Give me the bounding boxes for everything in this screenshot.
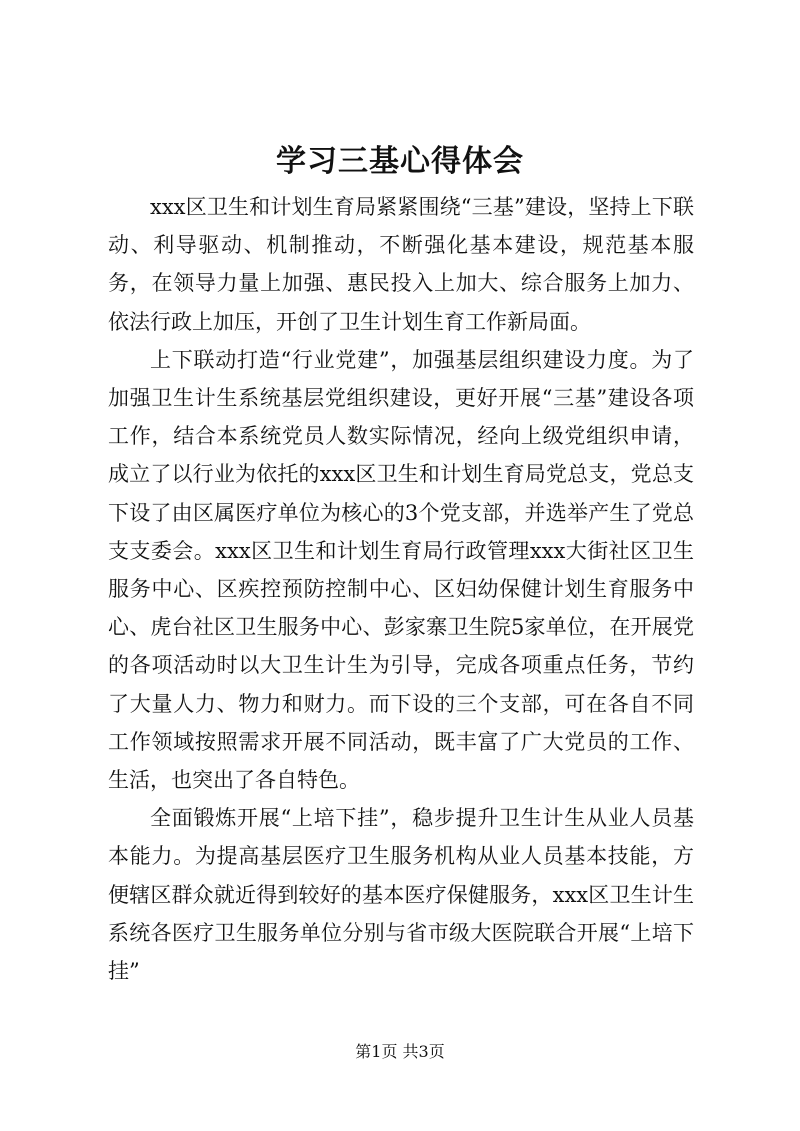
document-title: 学习三基心得体会 bbox=[276, 144, 524, 179]
paragraph: 上下联动打造“行业党建”，加强基层组织建设力度。为了加强卫生计生系统基层党组织建设，更好开展“三基”建设各项工作，结合本系统党员人数实际情况，经向上级党组织申请，成立了以行业为依托的xxx区卫生和计划生育局党总支，党总支下设了由区属医疗单位为核心的3个党支部，并选举产生了党总支支委会。xxx区卫生和计划生育局行政管理xxx大街社区卫生服务中心、区疾控预防控制中心、区妇幼保健计划生育服务中心、虎台社区卫生服务中心、彭家寨卫生院5家单位，在开展党的各项活动时以大卫生计生为引导，完成各项重点任务，节约了大量人力、物力和财力。而下设的三个支部，可在各自不同工作领域按照需求开展不同活动，既丰富了广大党员的工作、生活，也突出了各自特色。 bbox=[108, 347, 694, 793]
paragraph: xxx区卫生和计划生育局紧紧围绕“三基”建设，坚持上下联动、利导驱动、机制推动，不断强化基本建设，规范基本服务，在领导力量上加强、惠民投入上加大、综合服务上加力、依法行政上加压，开创了卫生计划生育工作新局面。 bbox=[108, 195, 694, 334]
document-body bbox=[108, 188, 694, 990]
paragraph: 全面锻炼开展“上培下挂”，稳步提升卫生计生从业人员基本能力。为提高基层医疗卫生服务机构从业人员基本技能，方便辖区群众就近得到较好的基本医疗保健服务，xxx区卫生计生系统各医疗卫生服务单位分别与省市级大医院联合开展“上培下挂” bbox=[108, 806, 694, 984]
page-number-footer: 第1页 共3页 bbox=[355, 1042, 445, 1061]
